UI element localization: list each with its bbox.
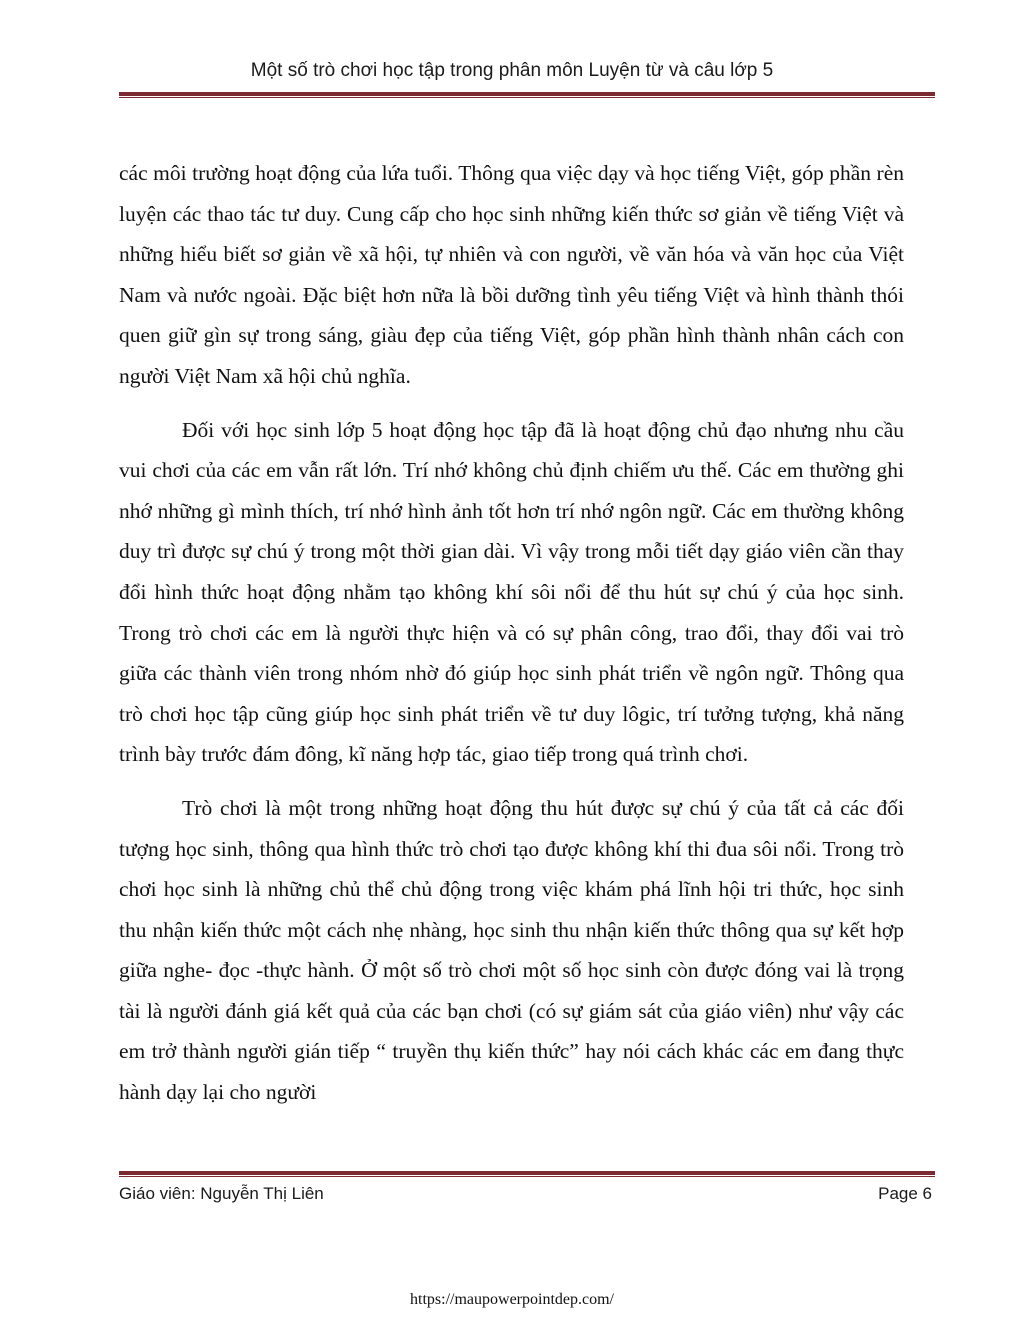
paragraph-3: Trò chơi là một trong những hoạt động thu hút được sự chú ý của tất cả các đối tượng học sinh, thông qua hình thức trò chơi tạo được không khí thi đua sôi nổi. Trong trò chơi học sinh là những chủ thể chủ động trong việc khám phá lĩnh hội tri thức, học sinh thu nhận kiến thức một cách nhẹ nhàng, học sinh thu nhận kiến thức thông qua sự kết hợp giữa nghe- đọc -thực hành. Ở một số trò chơi một số học sinh còn được đóng vai là trọng tài là người đánh giá kết quả của các bạn chơi (có sự giám sát của giáo viên) như vậy các em trở thành người gián tiếp “ truyền thụ kiến thức” hay nói cách khác các em đang thực hành dạy lại cho người [119,795,904,1105]
header-rule [119,92,935,98]
paragraph-1: các môi trường hoạt động của lứa tuổi. Thông qua việc dạy và học tiếng Việt, góp phần rèn luyện các thao tác tư duy. Cung cấp cho học sinh những kiến thức sơ giản về tiếng Việt và những hiểu biết sơ giản về xã hội, tự nhiên và con người, về văn hóa và văn học của Việt Nam và nước ngoài. Đặc biệt hơn nữa là bồi dưỡng tình yêu tiếng Việt và hình thành thói quen giữ gìn sự trong sáng, giàu đẹp của tiếng Việt, góp phần hình thành nhân cách con người Việt Nam xã hội chủ nghĩa. [119,161,904,388]
footer-rule-thick [119,1171,935,1175]
header-rule-thick [119,92,935,96]
paragraph-2: Đối với học sinh lớp 5 hoạt động học tập đã là hoạt động chủ đạo nhưng nhu cầu vui chơi của các em vẫn rất lớn. Trí nhớ không chủ định chiếm ưu thế. Các em thường ghi nhớ những gì mình thích, trí nhớ hình ảnh tốt hơn trí nhớ ngôn ngữ. Các em thường không duy trì được sự chú ý trong một thời gian dài. Vì vậy trong mỗi tiết dạy giáo viên cần thay đổi hình thức hoạt động nhằm tạo không khí sôi nổi để thu hút sự chú ý của học sinh. Trong trò chơi các em là người thực hiện và có sự phân công, trao đổi, thay đổi vai trò giữa các thành viên trong nhóm nhờ đó giúp học sinh phát triển về ngôn ngữ. Thông qua trò chơi học tập cũng giúp học sinh phát triển về tư duy lôgic, trí tưởng tượng, khả năng trình bày trước đám đông, kĩ năng hợp tác, giao tiếp trong quá trình chơi. [119,417,904,767]
header-rule-thin [119,97,935,98]
footer-rule-thin [119,1176,935,1177]
watermark-url: https://maupowerpointdep.com/ [410,1291,614,1308]
document-body [119,153,904,1126]
page-header-title: Một số trò chơi học tập trong phân môn Luyện từ và câu lớp 5 [250,60,774,81]
footer-teacher: Giáo viên: Nguyễn Thị Liên [119,1184,324,1203]
footer-page-number: Page 6 [878,1184,932,1203]
footer-rule [119,1171,935,1177]
